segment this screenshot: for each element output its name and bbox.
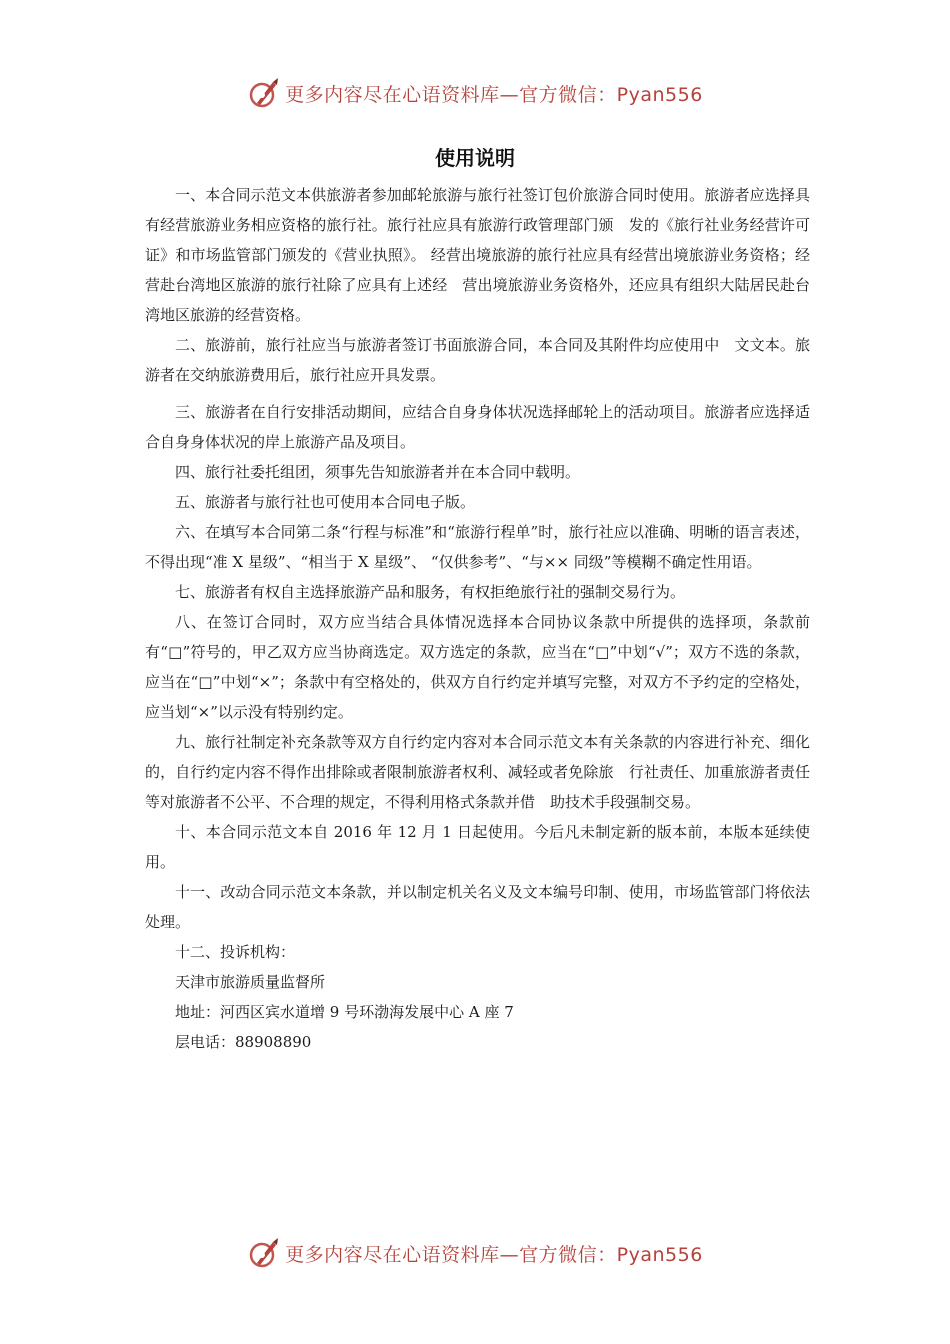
paragraph-2: 二、旅游前，旅行社应当与旅游者签订书面旅游合同，本合同及其附件均应使用中 文文本。旅游者在交纳旅游费用后，旅行社应开具发票。 <box>145 336 810 384</box>
instructions-body <box>145 180 810 1057</box>
paragraph-4: 四、旅行社委托组团，须事先告知旅游者并在本合同中载明。 <box>175 463 581 481</box>
paragraph-12: 十二、投诉机构： <box>175 943 296 961</box>
quill-pen-icon <box>247 76 281 110</box>
paragraph-10: 十、本合同示范文本自 2016 年 12 月 1 日起使用。今后凡未制定新的版本前，本版本延续使用。 <box>145 823 810 871</box>
watermark-text: 更多内容尽在心语资料库—官方微信：Pyan556 <box>285 83 703 106</box>
watermark-banner-bottom <box>0 1233 950 1273</box>
complaint-org-name: 天津市旅游质量监督所 <box>175 973 326 991</box>
paragraph-3: 三、旅游者在自行安排活动期间，应结合自身身体状况选择邮轮上的活动项目。旅游者应选择适合自身身体状况的岸上旅游产品及项目。 <box>145 403 810 451</box>
complaint-org-phone: 层电话：88908890 <box>175 1033 312 1051</box>
watermark-banner-top <box>0 73 950 113</box>
paragraph-6: 六、在填写本合同第二条“行程与标准”和“旅游行程单”时，旅行社应以准确、明晰的语言表述，不得出现“准 X 星级”、“相当于 X 星级”、 “仅供参考”、“与×× 同级”等模糊不确定性用语。 <box>145 523 810 571</box>
page-title: 使用说明 <box>435 146 515 170</box>
watermark-text: 更多内容尽在心语资料库—官方微信：Pyan556 <box>285 1243 703 1266</box>
quill-pen-icon <box>247 1236 281 1270</box>
paragraph-7: 七、旅游者有权自主选择旅游产品和服务，有权拒绝旅行社的强制交易行为。 <box>175 583 686 601</box>
complaint-org-address: 地址：河西区宾水道增 9 号环渤海发展中心 A 座 7 <box>175 1003 514 1021</box>
paragraph-9: 九、旅行社制定补充条款等双方自行约定内容对本合同示范文本有关条款的内容进行补充、细化的，自行约定内容不得作出排除或者限制旅游者权利、减轻或者免除旅 行社责任、加重旅游者责任等对旅游者不公平、不合理的规定，不得利用格式条款并借 助技术手段强制交易。 <box>145 733 810 811</box>
paragraph-11: 十一、改动合同示范文本条款，并以制定机关名义及文本编号印制、使用，市场监管部门将依法处理。 <box>145 883 810 931</box>
paragraph-8: 八、在签订合同时，双方应当结合具体情况选择本合同协议条款中所提供的选择项，条款前有“□”符号的，甲乙双方应当协商选定。双方选定的条款，应当在“□”中划“√”；双方不选的条款，应当在“□”中划“×”；条款中有空格处的，供双方自行约定并填写完整，对双方不予约定的空格处，应当划“×”以示没有特别约定。 <box>145 613 810 721</box>
paragraph-5: 五、旅游者与旅行社也可使用本合同电子版。 <box>175 493 476 511</box>
paragraph-1: 一、本合同示范文本供旅游者参加邮轮旅游与旅行社签订包价旅游合同时使用。旅游者应选择具有经营旅游业务相应资格的旅行社。旅行社应具有旅游行政管理部门颁 发的《旅行社业务经营许可证》和市场监管部门颁发的《营业执照》。 经营出境旅游的旅行社应具有经营出境旅游业务资格；经营赴台湾地区旅游的旅行社除了应具有上述经 营出境旅游业务资格外，还应具有组织大陆居民赴台湾地区旅游的经营资格。 <box>145 186 810 324</box>
